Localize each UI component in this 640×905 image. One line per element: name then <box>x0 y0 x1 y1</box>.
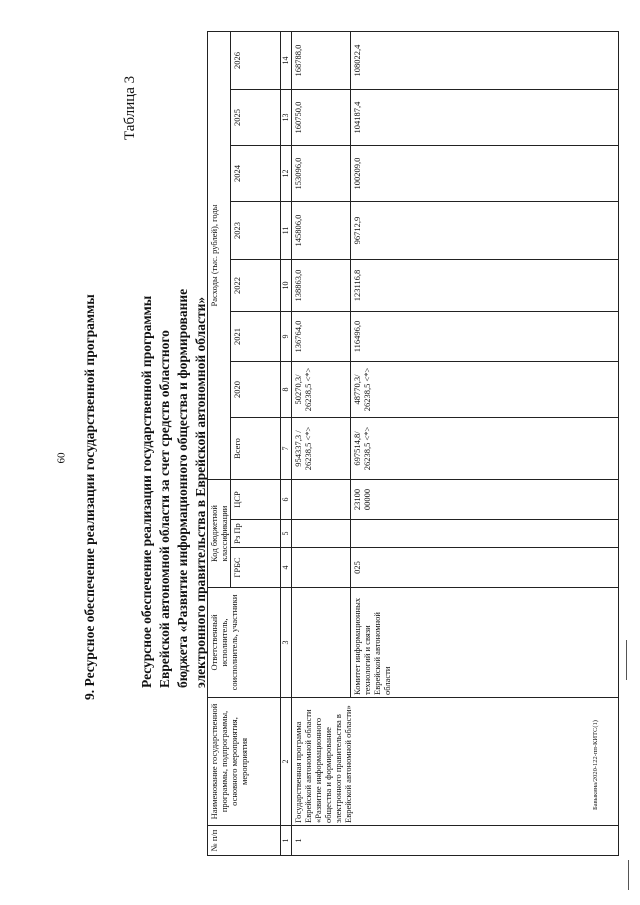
header-year: 2022 <box>231 260 281 312</box>
header-year: 2024 <box>231 146 281 202</box>
header-num: № п/п <box>208 826 281 856</box>
document-code: Бавыкина/2020-122-пп-КИТС(1) <box>592 720 599 810</box>
row2-value: 116496,0 <box>351 312 619 362</box>
row2-value: 108022,4 <box>351 31 619 89</box>
row1-value: 168788,0 <box>292 31 351 89</box>
row2-csr: 23100 00000 <box>351 480 619 520</box>
row2-grbs: 025 <box>351 548 619 588</box>
row1-value: 50270,3/ 26238,5 <*> <box>292 362 351 418</box>
col-number: 11 <box>281 202 292 260</box>
executor-name: Комитет информационных технологий и связи Еврейской автономной области <box>351 588 619 698</box>
col-number: 7 <box>281 418 292 480</box>
header-expenses: Расходы (тыс. рублей), годы <box>208 31 231 479</box>
row2-total: 697514,8/ 26238,5 <*> <box>351 418 619 480</box>
header-total: Всего <box>231 418 281 480</box>
row1-value: 160750,0 <box>292 90 351 146</box>
col-number: 5 <box>281 520 292 548</box>
row2-value: 104187,4 <box>351 90 619 146</box>
col-number: 14 <box>281 31 292 89</box>
row2-value: 48770,3/ 26238,5 <*> <box>351 362 619 418</box>
header-grbs: ГРБС <box>231 548 281 588</box>
table-row <box>292 31 351 855</box>
header-rzpr: Рз Пр <box>231 520 281 548</box>
col-number: 6 <box>281 480 292 520</box>
col-number: 9 <box>281 312 292 362</box>
header-year: 2020 <box>231 362 281 418</box>
row2-value: 96712,9 <box>351 202 619 260</box>
col-number: 2 <box>281 698 292 826</box>
heading-line-1: Ресурсное обеспечение реализации государственной программы <box>139 295 154 688</box>
row1-value: 136764,0 <box>292 312 351 362</box>
col-number: 8 <box>281 362 292 418</box>
row-num: 1 <box>292 826 619 856</box>
row1-total: 954337,3 / 26238,5 <*> <box>292 418 351 480</box>
header-executor: Ответственный исполнитель, соисполнитель, участники <box>208 588 281 698</box>
header-name: Наименование государственной программы, подпрограммы, основного мероприятия, мероприятия <box>208 698 281 826</box>
col-number: 4 <box>281 548 292 588</box>
col-number: 10 <box>281 260 292 312</box>
heading-line-4: электронного правительства в Еврейской автономной области» <box>193 296 208 688</box>
header-budget-code: Код бюджетной классификации <box>208 480 231 588</box>
row1-value: 153096,0 <box>292 146 351 202</box>
program-name: Государственная программа Еврейской автономной области «Развитие информационного общества и формирование электронного правительства в Еврейской автономной области» <box>292 698 619 826</box>
col-number: 3 <box>281 588 292 698</box>
col-number: 1 <box>281 826 292 856</box>
row1-value: 138863,0 <box>292 260 351 312</box>
heading-line-2: Еврейской автономной области за счет средств областного <box>157 330 172 688</box>
heading-line-3: бюджета «Развитие информационного общества и формирование <box>175 288 190 688</box>
section-title: 9. Ресурсное обеспечение реализации государственной программы <box>82 294 97 700</box>
row1-value: 145806,0 <box>292 202 351 260</box>
col-number: 12 <box>281 146 292 202</box>
header-year: 2025 <box>231 90 281 146</box>
header-year: 2021 <box>231 312 281 362</box>
row2-value: 123116,8 <box>351 260 619 312</box>
scan-artifact <box>626 640 627 680</box>
header-csr: ЦСР <box>231 480 281 520</box>
page-number: 60 <box>55 452 68 464</box>
scan-artifact <box>628 860 629 890</box>
col-number: 13 <box>281 90 292 146</box>
table-label: Таблица 3 <box>122 75 138 140</box>
row2-value: 100209,0 <box>351 146 619 202</box>
header-year: 2023 <box>231 202 281 260</box>
resource-table <box>207 32 619 856</box>
header-year: 2026 <box>231 31 281 89</box>
